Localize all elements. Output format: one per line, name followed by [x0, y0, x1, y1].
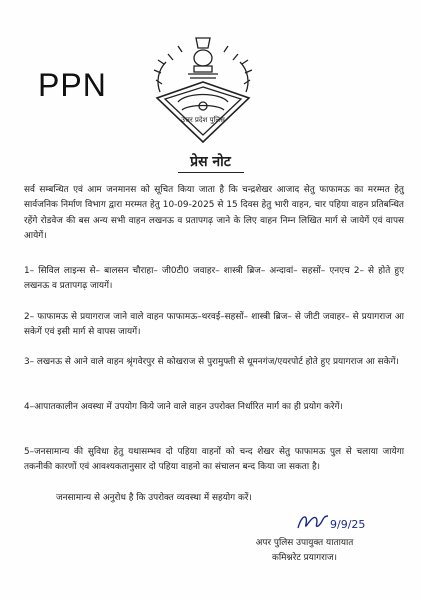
svg-text:उत्तर प्रदेश पुलिस: उत्तर प्रदेश पुलिस	[181, 116, 225, 124]
title-underline	[178, 172, 244, 173]
signatory-office: कमिश्नरेट प्रयागराज।	[272, 553, 337, 563]
signature-scribble	[290, 508, 390, 538]
signature-block	[212, 536, 397, 566]
route-item: 5–जनसामान्य की सुविधा हेतु यथासम्भव दो पहिया वाहनों को चन्द शेखर सेतु फाफामऊ पुल से चलाया जायेगा तकनीकी कारणों एवं आवश्यकतानुसार दो पहिया वाहनो का संचालन बन्द किया जा सकता है।	[24, 447, 404, 473]
agency-tag: PPN	[38, 67, 107, 103]
route-item: 2– फाफामऊ से प्रयागराज जाने वाले वाहन फाफामऊ–थरवई–सहसों– शास्त्री ब्रिज– से जीटी जवाहर– से प्रयागराज आ सकेगें एवं इसी मार्ग से वापस जायगें।	[24, 312, 404, 338]
signatory-designation: अपर पुलिस उपायुक्त यातायात	[255, 538, 354, 548]
up-police-emblem-icon	[148, 30, 258, 148]
page-title: प्रेस नोट	[190, 154, 231, 170]
route-item: 1– सिविल लाइन्स से– बालसन चौराहा– जी0टी0 जवाहर– शास्त्री ब्रिज– अन्दावां– सहसों– एनएच 2– से होते हुए लखनऊ व प्रतापगढ़ जायगें।	[24, 266, 404, 292]
route-item: 3– लखनऊ से आने वाले वाहन श्रृंगवेरपुर से कोखराज से पुरामुफ्ती से धूमनगंज/एयरपोर्ट होते हुए प्रयागराज आ सकेगें।	[24, 357, 399, 367]
route-item: 4–आपातकालीन अवस्था में उपयोग किये जाने वाले वाहन उपरोक्त निर्धारित मार्ग का ही प्रयोग करेगें।	[24, 402, 343, 412]
appeal-text: जनसामान्य से अनुरोध है कि उपरोक्त व्यवस्था में सहयोग करें।	[56, 493, 252, 503]
intro-paragraph: सर्व सम्बन्धित एवं आम जनमानस को सूचित किया जाता है कि चन्द्रशेखर आजाद सेतु फाफामऊ का मरम्मत हेतु सार्वजनिक निर्माण विभाग द्वारा मरम्मत हेतु 10-09-2025 से 15 दिवस हेतु भारी वाहन, चार पहिया वाहन प्रतिबन्धित रहेंगे रोडवेज की बस अन्य सभी वाहन लखनऊ व प्रतापगढ़ जाने के लिए वाहन निम्न लिखित मार्ग से जायेगें एवं वापस आयेगें।	[24, 185, 404, 242]
svg-text:9/9/25: 9/9/25	[330, 518, 366, 531]
